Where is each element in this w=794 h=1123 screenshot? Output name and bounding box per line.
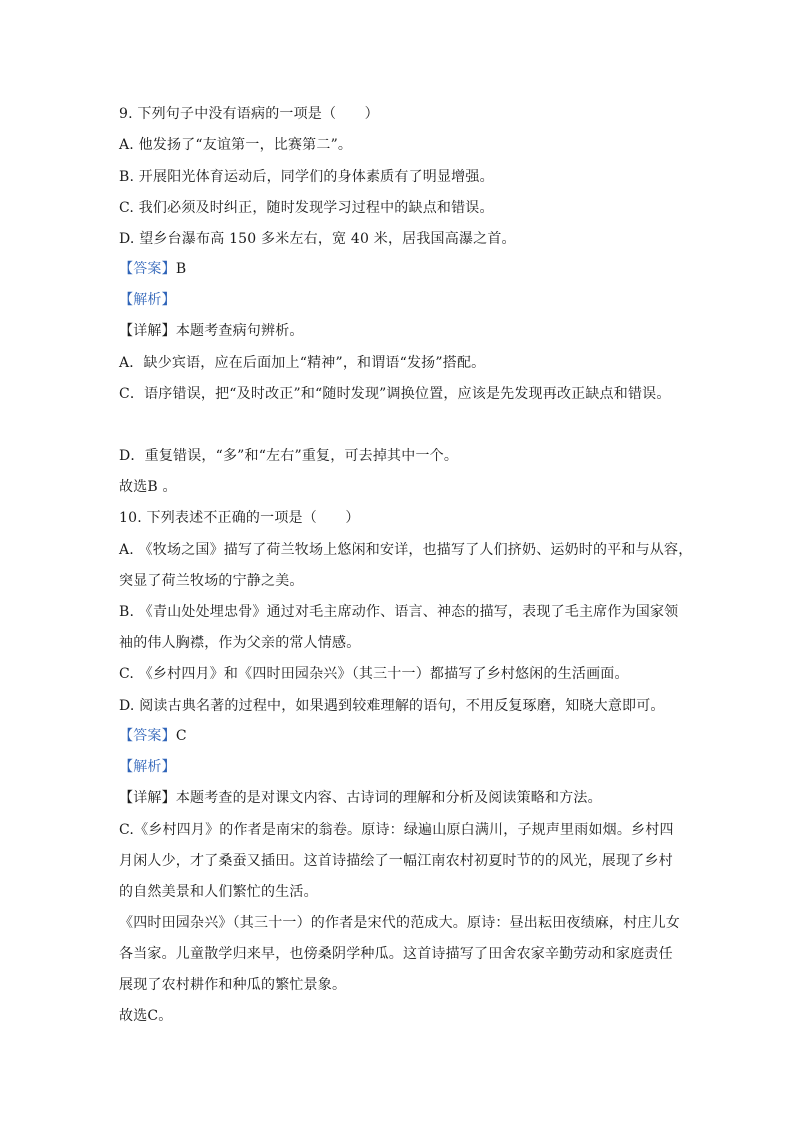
question-9-option-c: C. 我们必须及时纠正，随时发现学习过程中的缺点和错误。 [119, 200, 494, 216]
answer-tag: 【答案】 [119, 728, 176, 744]
question-10-analysis-tag: 【解析】 [119, 759, 176, 775]
question-9-option-d: D. 望乡台瀑布高 150 多米左右，宽 40 米，居我国高瀑之首。 [119, 231, 516, 247]
question-10-option-c: C. 《乡村四月》和《四时田园杂兴》（其三十一）都描写了乡村悠闲的生活画面。 [119, 666, 629, 682]
question-10-answer [119, 727, 187, 745]
detail-text: 本题考查的是对课文内容、古诗词的理解和分析及阅读策略和方法。 [175, 790, 602, 806]
question-9-detail [119, 322, 304, 340]
detail-text: 本题考查病句辨析。 [175, 323, 304, 339]
question-10-explanation-c-line2: 月闲人少，才了桑蚕又插田。这首诗描绘了一幅江南农村初夏时节的的风光，展现了乡村 [119, 853, 673, 869]
question-9-option-a: A. 他发扬了“友谊第一，比赛第二”。 [119, 137, 353, 153]
question-10-conclusion: 故选C。 [119, 1008, 173, 1024]
question-10-option-a-line1: A. 《牧场之国》描写了荷兰牧场上悠闲和安详，也描写了人们挤奶、运奶时的平和与从容， [119, 542, 693, 558]
question-10-explanation-c-line1: C.《乡村四月》的作者是南宋的翁卷。原诗：绿遍山原白满川，子规声里雨如烟。乡村四 [119, 822, 674, 838]
question-10-explanation-poem-line3: 展现了农村耕作和种瓜的繁忙景象。 [119, 977, 347, 993]
answer-tag: 【答案】 [119, 261, 176, 277]
question-9-option-b: B. 开展阳光体育运动后，同学们的身体素质有了明显增强。 [119, 169, 494, 185]
answer-value: B [175, 261, 187, 277]
detail-tag: 【详解】 [119, 790, 176, 806]
question-10-explanation-c-line3: 的自然美景和人们繁忙的生活。 [119, 884, 318, 900]
question-9-explanation-c: C．语序错误，把“及时改正”和“随时发现”调换位置，应该是先发现再改正缺点和错误。 [119, 386, 671, 402]
question-9-stem: 9. 下列句子中没有语病的一项是（ ） [119, 106, 379, 122]
answer-value: C [175, 728, 187, 744]
question-9-explanation-a: A．缺少宾语，应在后面加上“精神”，和谓语“发扬”搭配。 [119, 355, 486, 371]
question-9-conclusion: 故选B 。 [119, 479, 177, 495]
question-9-analysis-tag: 【解析】 [119, 292, 176, 308]
question-10-option-a-line2: 突显了荷兰牧场的宁静之美。 [119, 573, 304, 589]
question-10-explanation-poem-line2: 各当家。儿童散学归来早，也傍桑阴学种瓜。这首诗描写了田舍农家辛勤劳动和家庭责任 [119, 946, 673, 962]
question-9-answer [119, 260, 186, 278]
question-10-option-b-line1: B. 《青山处处埋忠骨》通过对毛主席动作、语言、神态的描写，表现了毛主席作为国家领 [119, 604, 679, 620]
question-10-option-d: D. 阅读古典名著的过程中，如果遇到较难理解的语句，不用反复琢磨，知晓大意即可。 [119, 698, 665, 714]
question-10-detail [119, 789, 602, 807]
question-10-stem: 10. 下列表述不正确的一项是（ ） [119, 510, 360, 526]
question-10-option-b-line2: 袖的伟人胸襟，作为父亲的常人情感。 [119, 635, 361, 651]
question-10-explanation-poem-line1: 《四时田园杂兴》（其三十一）的作者是宋代的范成大。原诗：昼出耘田夜绩麻，村庄儿女 [119, 915, 680, 931]
detail-tag: 【详解】 [119, 323, 176, 339]
question-9-explanation-d: D．重复错误，“多”和“左右”重复，可去掉其中一个。 [119, 448, 459, 464]
